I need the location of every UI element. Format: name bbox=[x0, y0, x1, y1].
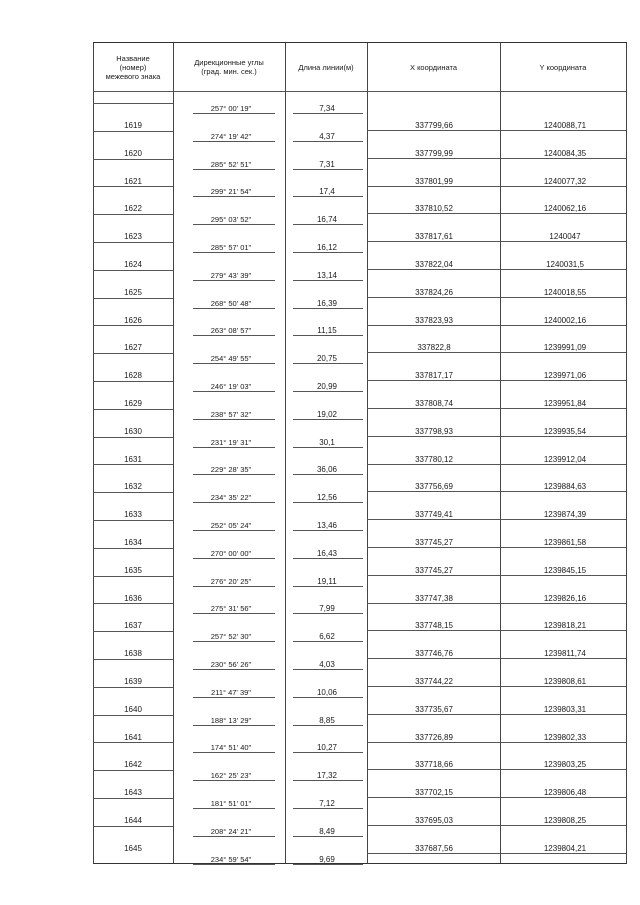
length-underline bbox=[293, 836, 363, 837]
column-divider bbox=[173, 43, 174, 863]
line-length: 8,85 bbox=[319, 715, 335, 725]
x-coordinate: 337810,52 bbox=[415, 204, 453, 214]
angle-underline bbox=[193, 391, 275, 392]
y-coordinate: 1239845,15 bbox=[543, 565, 587, 575]
coordinate-underline bbox=[367, 436, 626, 437]
coordinate-underline bbox=[367, 853, 626, 854]
length-underline bbox=[293, 558, 363, 559]
row-separator bbox=[93, 548, 173, 549]
angle-underline bbox=[193, 280, 275, 281]
angle-underline bbox=[193, 502, 275, 503]
row-separator bbox=[93, 826, 173, 827]
row-separator bbox=[93, 381, 173, 382]
length-underline bbox=[293, 308, 363, 309]
coordinate-underline bbox=[367, 797, 626, 798]
point-name: 1624 bbox=[124, 260, 142, 269]
x-coordinate: 337726,89 bbox=[415, 732, 453, 742]
coordinate-underline bbox=[367, 769, 626, 770]
column-divider bbox=[500, 43, 501, 863]
point-name: 1633 bbox=[124, 510, 142, 520]
line-length: 17,4 bbox=[319, 187, 335, 197]
y-coordinate: 1239804,21 bbox=[543, 843, 587, 853]
coordinate-underline bbox=[367, 547, 626, 548]
coordinate-underline bbox=[367, 380, 626, 381]
angle-underline bbox=[193, 530, 275, 531]
length-underline bbox=[293, 280, 363, 281]
angle-underline bbox=[193, 752, 275, 753]
direction-angle: 252° 05' 24" bbox=[210, 521, 252, 530]
x-coordinate: 337823,93 bbox=[415, 315, 453, 325]
y-coordinate: 1240047 bbox=[549, 232, 581, 242]
length-underline bbox=[293, 169, 363, 170]
header-point-name: Название (номер) межевого знака bbox=[105, 53, 161, 81]
row-separator bbox=[93, 715, 173, 716]
line-length: 7,34 bbox=[319, 104, 335, 113]
x-coordinate: 337735,67 bbox=[415, 704, 453, 714]
y-coordinate: 1239818,21 bbox=[543, 621, 587, 631]
point-name: 1621 bbox=[124, 176, 142, 186]
x-coordinate: 337822,04 bbox=[415, 260, 453, 269]
x-coordinate: 337718,66 bbox=[415, 760, 453, 770]
y-coordinate: 1239803,31 bbox=[543, 704, 587, 714]
y-coordinate: 1239811,74 bbox=[544, 649, 586, 659]
coordinate-underline bbox=[367, 408, 626, 409]
point-name: 1625 bbox=[124, 287, 142, 297]
length-underline bbox=[293, 447, 363, 448]
x-coordinate: 337799,66 bbox=[415, 121, 453, 130]
line-length: 7,99 bbox=[319, 604, 335, 614]
direction-angle: 270° 00' 00" bbox=[210, 548, 252, 558]
x-coordinate: 337798,93 bbox=[415, 426, 453, 436]
line-length: 8,49 bbox=[319, 826, 335, 836]
line-length: 6,62 bbox=[319, 632, 335, 642]
direction-angle: 257° 52' 30" bbox=[210, 632, 252, 642]
header-direction-angle: Дирекционные углы (град. мин. сек.) bbox=[194, 58, 264, 76]
point-name: 1620 bbox=[124, 148, 142, 158]
coordinate-underline bbox=[367, 158, 626, 159]
line-length: 4,37 bbox=[319, 131, 335, 141]
point-name: 1627 bbox=[124, 343, 142, 353]
angle-underline bbox=[193, 697, 275, 698]
point-name: 1637 bbox=[124, 621, 142, 631]
row-separator bbox=[93, 186, 173, 187]
y-coordinate: 1239935,54 bbox=[543, 426, 587, 436]
point-name: 1635 bbox=[124, 565, 142, 575]
x-coordinate: 337695,03 bbox=[415, 816, 453, 825]
direction-angle: 299° 21' 54" bbox=[210, 187, 252, 197]
y-coordinate: 1239991,09 bbox=[543, 343, 587, 353]
line-length: 10,27 bbox=[316, 743, 338, 753]
length-underline bbox=[293, 641, 363, 642]
angle-underline bbox=[193, 447, 275, 448]
point-name: 1641 bbox=[124, 732, 142, 742]
line-length: 16,12 bbox=[316, 243, 338, 252]
point-name: 1622 bbox=[124, 204, 142, 214]
direction-angle: 211° 47' 39" bbox=[211, 687, 251, 697]
coordinate-underline bbox=[367, 352, 626, 353]
row-separator bbox=[93, 492, 173, 493]
angle-underline bbox=[193, 669, 275, 670]
angle-underline bbox=[193, 558, 275, 559]
y-coordinate: 1240031,5 bbox=[546, 260, 584, 269]
length-underline bbox=[293, 613, 363, 614]
angle-underline bbox=[193, 141, 275, 142]
line-length: 9,69 bbox=[319, 854, 335, 864]
direction-angle: 263° 08' 57" bbox=[210, 326, 252, 336]
angle-underline bbox=[193, 363, 275, 364]
angle-underline bbox=[193, 252, 275, 253]
point-name: 1630 bbox=[124, 426, 142, 436]
point-name: 1626 bbox=[124, 315, 142, 325]
coordinate-underline bbox=[367, 686, 626, 687]
row-separator bbox=[93, 576, 173, 577]
point-name: 1636 bbox=[124, 593, 142, 603]
coordinate-underline bbox=[367, 630, 626, 631]
header-x-coordinate: X координата bbox=[409, 62, 458, 72]
line-length: 17,32 bbox=[316, 771, 338, 781]
line-length: 19,02 bbox=[316, 409, 338, 419]
x-coordinate: 337744,22 bbox=[415, 677, 453, 686]
direction-angle: 188° 13' 29" bbox=[210, 715, 252, 725]
coordinate-table bbox=[93, 42, 627, 864]
row-separator bbox=[93, 687, 173, 688]
point-name: 1640 bbox=[124, 704, 142, 714]
direction-angle: 268° 50' 48" bbox=[210, 298, 252, 308]
direction-angle: 275° 31' 56" bbox=[210, 604, 252, 614]
length-underline bbox=[293, 586, 363, 587]
y-coordinate: 1240088,71 bbox=[543, 121, 587, 130]
line-length: 11,15 bbox=[317, 326, 337, 336]
y-coordinate: 1240077,32 bbox=[543, 176, 587, 186]
length-underline bbox=[293, 113, 363, 114]
direction-angle: 174° 51' 40" bbox=[210, 743, 252, 753]
y-coordinate: 1239802,33 bbox=[543, 732, 587, 742]
x-coordinate: 337756,69 bbox=[415, 482, 453, 492]
direction-angle: 231° 19' 31" bbox=[210, 437, 252, 447]
line-length: 12,56 bbox=[316, 493, 338, 503]
x-coordinate: 337745,27 bbox=[415, 538, 453, 547]
y-coordinate: 1240062,16 bbox=[543, 204, 587, 214]
length-underline bbox=[293, 780, 363, 781]
coordinate-underline bbox=[367, 603, 626, 604]
y-coordinate: 1239808,25 bbox=[543, 816, 587, 825]
line-length: 16,43 bbox=[316, 548, 338, 558]
point-name: 1643 bbox=[124, 788, 142, 798]
length-underline bbox=[293, 419, 363, 420]
length-underline bbox=[293, 864, 363, 865]
angle-underline bbox=[193, 641, 275, 642]
coordinate-underline bbox=[367, 658, 626, 659]
line-length: 16,74 bbox=[316, 215, 338, 225]
line-length: 20,75 bbox=[316, 354, 338, 364]
y-coordinate: 1239806,48 bbox=[543, 788, 587, 798]
line-length: 36,06 bbox=[316, 465, 338, 475]
x-coordinate: 337702,15 bbox=[415, 788, 453, 798]
row-separator bbox=[93, 770, 173, 771]
angle-underline bbox=[193, 169, 275, 170]
angle-underline bbox=[193, 780, 275, 781]
length-underline bbox=[293, 335, 363, 336]
row-separator bbox=[93, 353, 173, 354]
y-coordinate: 1239874,39 bbox=[543, 510, 587, 520]
direction-angle: 234° 35' 22" bbox=[210, 493, 252, 503]
angle-underline bbox=[193, 113, 275, 114]
line-length: 4,03 bbox=[319, 660, 335, 669]
row-separator bbox=[93, 159, 173, 160]
row-separator bbox=[93, 242, 173, 243]
direction-angle: 181° 51' 01" bbox=[210, 799, 252, 808]
line-length: 7,31 bbox=[319, 159, 335, 169]
coordinate-underline bbox=[367, 464, 626, 465]
direction-angle: 246° 19' 03" bbox=[210, 382, 252, 391]
y-coordinate: 1240002,16 bbox=[543, 315, 587, 325]
direction-angle: 230° 56' 26" bbox=[210, 660, 252, 669]
row-separator bbox=[93, 464, 173, 465]
y-coordinate: 1239884,63 bbox=[543, 482, 587, 492]
length-underline bbox=[293, 363, 363, 364]
coordinate-underline bbox=[367, 297, 626, 298]
angle-underline bbox=[193, 224, 275, 225]
x-coordinate: 337824,26 bbox=[415, 287, 453, 297]
y-coordinate: 1239826,16 bbox=[543, 593, 587, 603]
y-coordinate: 1239808,61 bbox=[543, 677, 587, 686]
length-underline bbox=[293, 669, 363, 670]
direction-angle: 238° 57' 32" bbox=[210, 409, 252, 419]
direction-angle: 254° 49' 55" bbox=[210, 354, 252, 364]
angle-underline bbox=[193, 725, 275, 726]
y-coordinate: 1239803,25 bbox=[543, 760, 587, 770]
row-separator bbox=[93, 409, 173, 410]
direction-angle: 295° 03' 52" bbox=[210, 215, 252, 225]
line-length: 16,39 bbox=[316, 298, 338, 308]
direction-angle: 162° 25' 23" bbox=[210, 771, 252, 781]
row-separator bbox=[93, 631, 173, 632]
angle-underline bbox=[193, 864, 275, 865]
coordinate-underline bbox=[367, 186, 626, 187]
x-coordinate: 337817,17 bbox=[415, 371, 453, 381]
direction-angle: 229° 28' 35" bbox=[210, 465, 252, 475]
point-name: 1628 bbox=[124, 371, 142, 381]
y-coordinate: 1240018,55 bbox=[543, 287, 587, 297]
x-coordinate: 337749,41 bbox=[415, 510, 453, 520]
x-coordinate: 337801,99 bbox=[415, 176, 453, 186]
row-separator bbox=[93, 520, 173, 521]
row-separator bbox=[93, 603, 173, 604]
angle-underline bbox=[193, 474, 275, 475]
length-underline bbox=[293, 502, 363, 503]
angle-underline bbox=[193, 335, 275, 336]
header-y-coordinate: Y координата bbox=[539, 62, 587, 72]
point-name: 1632 bbox=[124, 482, 142, 492]
coordinate-underline bbox=[367, 742, 626, 743]
line-length: 10,06 bbox=[316, 687, 338, 697]
angle-underline bbox=[193, 419, 275, 420]
point-name: 1623 bbox=[124, 232, 142, 242]
point-name: 1629 bbox=[124, 399, 142, 408]
row-separator bbox=[93, 742, 173, 743]
column-divider bbox=[285, 43, 286, 863]
column-divider bbox=[367, 43, 368, 863]
point-name: 1639 bbox=[124, 677, 142, 686]
angle-underline bbox=[193, 586, 275, 587]
y-coordinate: 1240084,35 bbox=[543, 148, 587, 158]
length-underline bbox=[293, 391, 363, 392]
line-length: 30,1 bbox=[319, 437, 335, 447]
coordinate-underline bbox=[367, 491, 626, 492]
x-coordinate: 337822,8 bbox=[417, 343, 451, 353]
length-underline bbox=[293, 808, 363, 809]
direction-angle: 279° 43' 39" bbox=[210, 270, 252, 280]
length-underline bbox=[293, 224, 363, 225]
coordinate-underline bbox=[367, 825, 626, 826]
coordinate-underline bbox=[367, 241, 626, 242]
point-name: 1642 bbox=[124, 760, 142, 770]
row-separator bbox=[93, 659, 173, 660]
direction-angle: 208° 24' 21" bbox=[210, 826, 252, 836]
row-separator bbox=[93, 325, 173, 326]
length-underline bbox=[293, 196, 363, 197]
x-coordinate: 337746,76 bbox=[415, 649, 453, 659]
x-coordinate: 337799,99 bbox=[415, 148, 453, 158]
x-coordinate: 337817,61 bbox=[415, 232, 453, 242]
y-coordinate: 1239951,84 bbox=[543, 399, 587, 408]
length-underline bbox=[293, 252, 363, 253]
y-coordinate: 1239861,58 bbox=[543, 538, 587, 547]
coordinate-underline bbox=[367, 130, 626, 131]
row-separator bbox=[93, 798, 173, 799]
row-separator bbox=[93, 214, 173, 215]
row-separator bbox=[93, 298, 173, 299]
angle-underline bbox=[193, 196, 275, 197]
coordinate-underline bbox=[367, 269, 626, 270]
length-underline bbox=[293, 474, 363, 475]
line-length: 7,12 bbox=[319, 799, 335, 808]
length-underline bbox=[293, 530, 363, 531]
direction-angle: 234° 59' 54" bbox=[210, 854, 252, 864]
length-underline bbox=[293, 752, 363, 753]
x-coordinate: 337808,74 bbox=[415, 399, 453, 408]
angle-underline bbox=[193, 308, 275, 309]
point-name: 1631 bbox=[124, 454, 142, 464]
line-length: 20,99 bbox=[316, 382, 338, 391]
length-underline bbox=[293, 725, 363, 726]
coordinate-underline bbox=[367, 714, 626, 715]
x-coordinate: 337747,38 bbox=[415, 593, 453, 603]
line-length: 13,46 bbox=[316, 521, 338, 530]
line-length: 13,14 bbox=[316, 270, 338, 280]
y-coordinate: 1239912,04 bbox=[543, 454, 587, 464]
length-underline bbox=[293, 697, 363, 698]
row-separator bbox=[93, 270, 173, 271]
coordinate-underline bbox=[367, 519, 626, 520]
direction-angle: 285° 57' 01" bbox=[210, 243, 252, 252]
coordinate-underline bbox=[367, 325, 626, 326]
point-name: 1645 bbox=[124, 843, 142, 853]
row-separator bbox=[93, 103, 173, 104]
angle-underline bbox=[193, 613, 275, 614]
direction-angle: 285° 52' 51" bbox=[210, 159, 252, 169]
header-separator bbox=[93, 91, 626, 92]
point-name: 1644 bbox=[124, 816, 142, 825]
angle-underline bbox=[193, 808, 275, 809]
row-separator bbox=[93, 131, 173, 132]
length-underline bbox=[293, 141, 363, 142]
angle-underline bbox=[193, 836, 275, 837]
x-coordinate: 337745,27 bbox=[415, 565, 453, 575]
direction-angle: 274° 19' 42" bbox=[210, 131, 252, 141]
coordinate-underline bbox=[367, 213, 626, 214]
direction-angle: 276° 20' 25" bbox=[210, 576, 252, 586]
x-coordinate: 337748,15 bbox=[415, 621, 453, 631]
y-coordinate: 1239971,06 bbox=[543, 371, 587, 381]
row-separator bbox=[93, 437, 173, 438]
line-length: 19,11 bbox=[317, 576, 337, 586]
direction-angle: 257° 00' 19" bbox=[210, 104, 252, 113]
coordinate-underline bbox=[367, 575, 626, 576]
point-name: 1619 bbox=[124, 121, 142, 130]
x-coordinate: 337780,12 bbox=[415, 454, 453, 464]
x-coordinate: 337687,56 bbox=[415, 843, 453, 853]
point-name: 1634 bbox=[124, 538, 142, 547]
header-line-length: Длина линии(м) bbox=[298, 62, 354, 72]
point-name: 1638 bbox=[124, 649, 142, 659]
